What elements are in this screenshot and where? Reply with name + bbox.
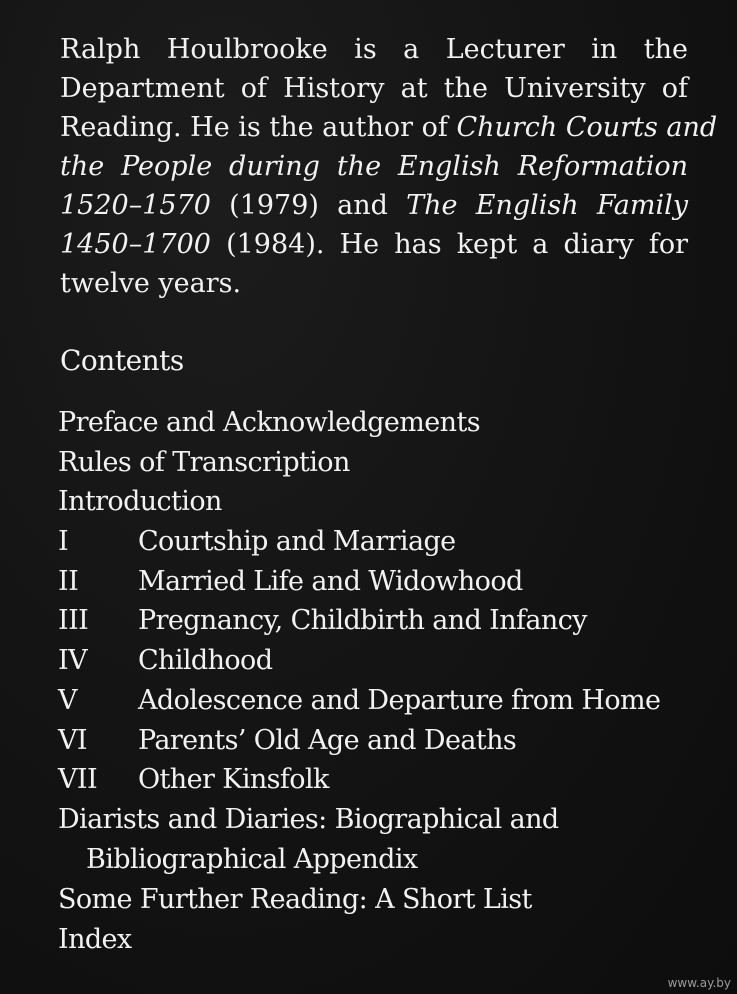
toc-entry-text: Diarists and Diaries: Biographical and (58, 804, 559, 835)
toc-entry-text: Index (58, 924, 132, 955)
bio-text: (1979) and (210, 190, 407, 221)
toc-chapter (58, 760, 329, 800)
toc-entry-text: Rules of Transcription (58, 447, 350, 478)
bio-line-3 (60, 108, 718, 147)
bio-line-1: Ralph Houlbrooke is a Lecturer in the (60, 34, 688, 65)
chapter-number: II (58, 566, 79, 597)
toc-entry (58, 443, 350, 483)
toc-entry-text: Preface and Acknowledgements (58, 407, 480, 438)
bio-line-5 (60, 186, 688, 225)
toc-chapter (58, 641, 272, 681)
book-years-1: 1520–1570 (60, 190, 211, 221)
chapter-number: V (58, 685, 77, 716)
toc-entry-text: Some Further Reading: A Short List (58, 884, 532, 915)
watermark: www.ay.by (667, 976, 731, 990)
bio-text: Reading. He is the author of (60, 112, 457, 143)
chapter-number: III (58, 605, 89, 636)
chapter-number: VII (58, 764, 98, 795)
toc-chapter (58, 721, 516, 761)
book-title-church-courts-cont: the People during the English Reformation (60, 151, 688, 182)
author-bio (60, 30, 718, 303)
chapter-title: Courtship and Marriage (138, 526, 456, 557)
toc-entry-text: Introduction (58, 486, 222, 517)
chapter-title: Adolescence and Departure from Home (138, 685, 661, 716)
toc-entry (58, 403, 480, 443)
chapter-number: I (58, 526, 69, 557)
chapter-title: Parents’ Old Age and Deaths (138, 725, 517, 756)
contents-heading: Contents (60, 344, 184, 377)
toc-chapter (58, 562, 523, 602)
bio-text: (1984). He has kept a diary for (210, 229, 688, 260)
toc-entry (58, 920, 132, 960)
bio-line-4 (60, 147, 688, 186)
bio-line-7: twelve years. (60, 268, 242, 299)
toc-chapter (58, 681, 660, 721)
book-title-english-family: The English Family (406, 190, 688, 221)
toc-entry-text: Bibliographical Appendix (86, 844, 418, 875)
toc-entry (58, 482, 222, 522)
toc-chapter (58, 601, 587, 641)
bio-line-6 (60, 225, 688, 264)
book-title-church-courts: Church Courts and (456, 112, 718, 143)
chapter-number: IV (58, 645, 87, 676)
toc-entry (58, 880, 532, 920)
toc-chapter (58, 522, 456, 562)
chapter-title: Pregnancy, Childbirth and Infancy (138, 605, 587, 636)
chapter-title: Other Kinsfolk (138, 764, 329, 795)
bio-line-2: Department of History at the University of (60, 73, 688, 104)
toc-entry-continued (58, 840, 418, 880)
chapter-title: Childhood (138, 645, 273, 676)
chapter-number: VI (58, 725, 87, 756)
chapter-title: Married Life and Widowhood (138, 566, 523, 597)
toc-entry (58, 800, 559, 840)
book-years-2: 1450–1700 (60, 229, 211, 260)
